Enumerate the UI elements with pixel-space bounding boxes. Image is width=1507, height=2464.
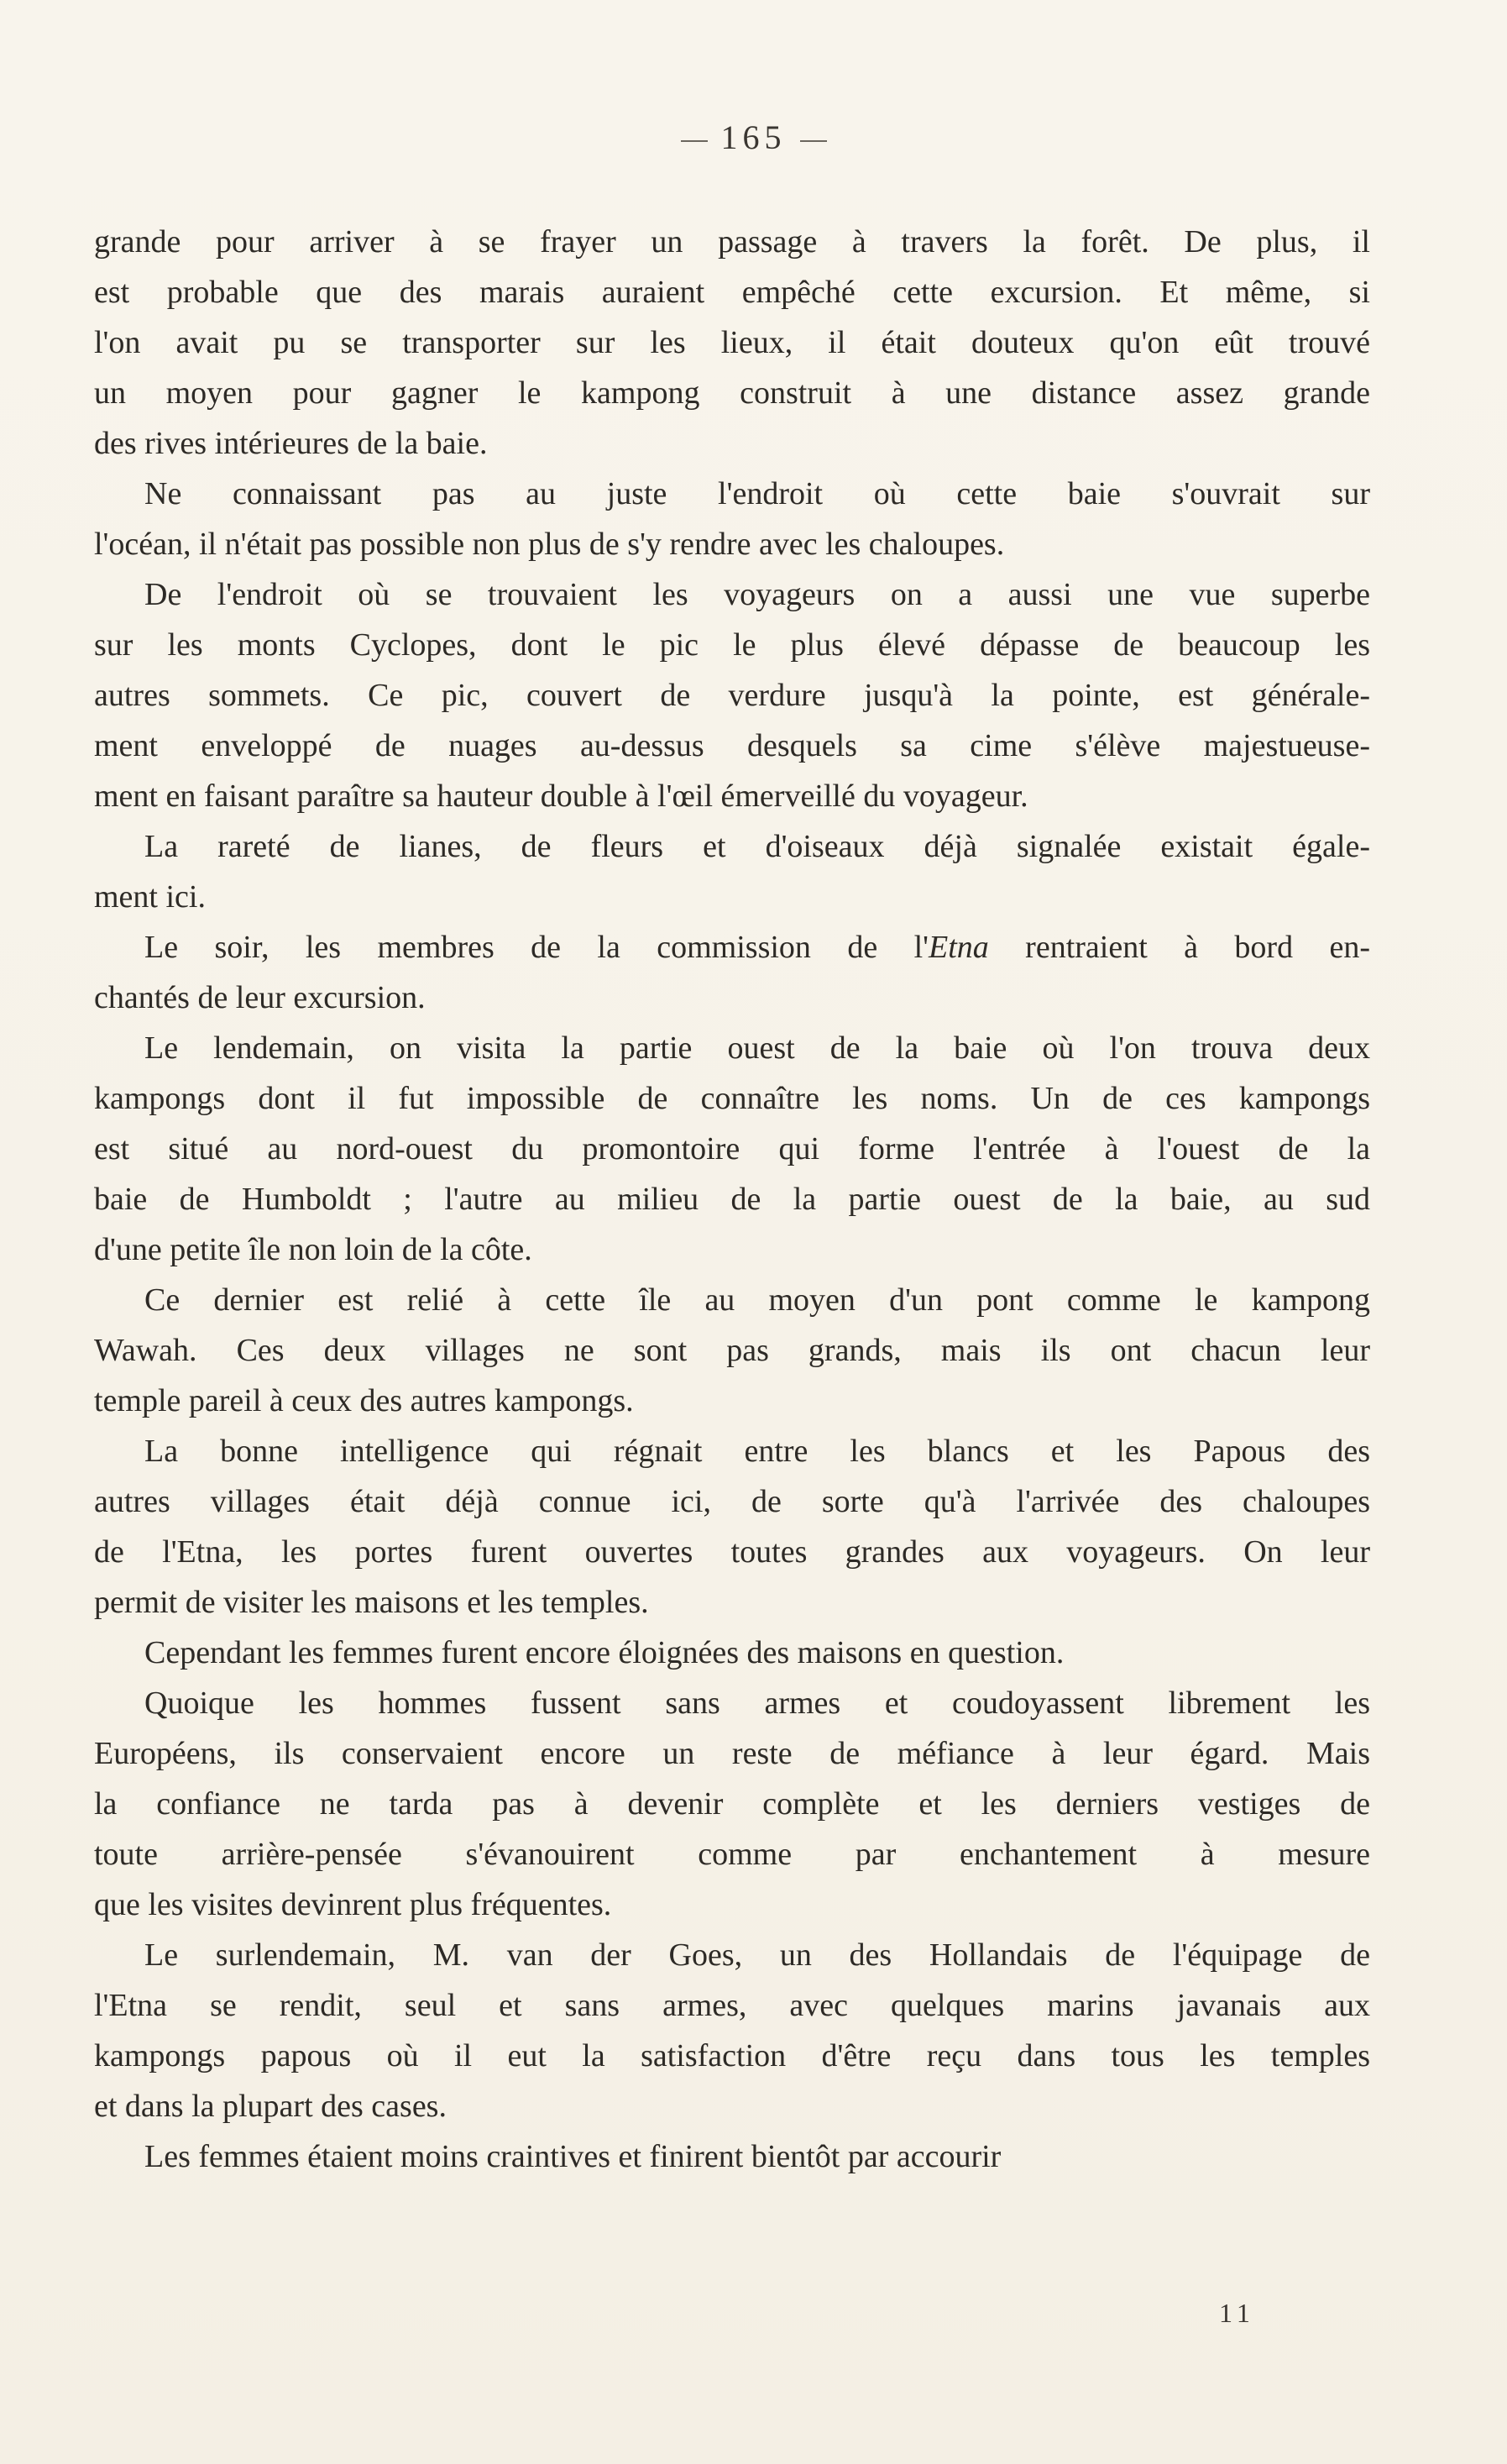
text-line: Ce dernier est relié à cette île au moyen d'un pont comme le kampong bbox=[144, 1282, 1370, 1318]
paragraph bbox=[94, 1275, 1370, 1426]
paragraph bbox=[94, 1628, 1370, 1678]
paragraph bbox=[94, 1678, 1370, 1930]
text-line: autres villages était déjà connue ici, de sorte qu'à l'arrivée des chaloupes bbox=[94, 1484, 1370, 1519]
text-line: ment en faisant paraître sa hauteur double à l'œil émerveillé du voyageur. bbox=[94, 779, 1028, 814]
paragraph bbox=[94, 569, 1370, 821]
paragraph bbox=[94, 1930, 1370, 2131]
text-line: chantés de leur excursion. bbox=[94, 980, 426, 1015]
text-line: Wawah. Ces deux villages ne sont pas grands, mais ils ont chacun leur bbox=[94, 1333, 1370, 1368]
text-line: que les visites devinrent plus fréquentes. bbox=[94, 1887, 612, 1922]
text-line: Les femmes étaient moins craintives et finirent bientôt par accourir bbox=[144, 2139, 1002, 2174]
paragraph bbox=[94, 217, 1370, 469]
text-line: est situé au nord-ouest du promontoire qui forme l'entrée à l'ouest de la bbox=[94, 1131, 1370, 1166]
text-line: Le surlendemain, M. van der Goes, un des Hollandais de l'équipage de bbox=[144, 1937, 1370, 1973]
text-line: l'océan, il n'était pas possible non plus de s'y rendre avec les chaloupes. bbox=[94, 527, 1005, 562]
text-line: toute arrière-pensée s'évanouirent comme par enchantement à mesure bbox=[94, 1837, 1370, 1872]
signature-mark: 11 bbox=[1219, 2298, 1255, 2328]
page-header bbox=[0, 118, 1507, 157]
text-line: sur les monts Cyclopes, dont le pic le plus élevé dépasse de beaucoup les bbox=[94, 627, 1370, 663]
text-line: baie de Humboldt ; l'autre au milieu de la partie ouest de la baie, au sud bbox=[94, 1182, 1370, 1217]
text-line: kampongs papous où il eut la satisfaction d'être reçu dans tous les temples bbox=[94, 2038, 1370, 2073]
text-line: La rareté de lianes, de fleurs et d'oiseaux déjà signalée existait égale- bbox=[144, 829, 1370, 864]
text-line: est probable que des marais auraient empêché cette excursion. Et même, si bbox=[94, 275, 1370, 310]
paragraph bbox=[94, 1426, 1370, 1628]
header-dash-left bbox=[681, 140, 708, 142]
paragraph bbox=[94, 2131, 1370, 2182]
text-line: Européens, ils conservaient encore un reste de méfiance à leur égard. Mais bbox=[94, 1736, 1370, 1771]
text-line: Cependant les femmes furent encore éloignées des maisons en question. bbox=[144, 1635, 1065, 1670]
text-line: temple pareil à ceux des autres kampongs. bbox=[94, 1383, 634, 1418]
text-line: Ne connaissant pas au juste l'endroit où cette baie s'ouvrait sur bbox=[144, 476, 1370, 511]
header-dash-right bbox=[800, 140, 827, 142]
text-line: de l'Etna, les portes furent ouvertes toutes grandes aux voyageurs. On leur bbox=[94, 1534, 1370, 1570]
text-line: d'une petite île non loin de la côte. bbox=[94, 1232, 532, 1267]
text-line: kampongs dont il fut impossible de connaître les noms. Un de ces kampongs bbox=[94, 1081, 1370, 1116]
text-line: l'Etna se rendit, seul et sans armes, avec quelques marins javanais aux bbox=[94, 1988, 1370, 2023]
paragraph bbox=[94, 821, 1370, 922]
body-text bbox=[94, 217, 1370, 2182]
text-line: La bonne intelligence qui régnait entre les blancs et les Papous des bbox=[144, 1434, 1370, 1469]
text-line: des rives intérieures de la baie. bbox=[94, 426, 488, 461]
text-line: ment enveloppé de nuages au-dessus desquels sa cime s'élève majestueuse- bbox=[94, 728, 1370, 763]
text-line: permit de visiter les maisons et les temples. bbox=[94, 1585, 649, 1620]
text-line: De l'endroit où se trouvaient les voyageurs on a aussi une vue superbe bbox=[144, 577, 1370, 612]
text-line: Le soir, les membres de la commission de l'Etna rentraient à bord en- bbox=[144, 930, 1370, 965]
text-line: un moyen pour gagner le kampong construit à une distance assez grande bbox=[94, 375, 1370, 411]
page-number: 165 bbox=[720, 118, 787, 156]
text-line: ment ici. bbox=[94, 879, 206, 915]
text-line: la confiance ne tarda pas à devenir complète et les derniers vestiges de bbox=[94, 1786, 1370, 1822]
paragraph bbox=[94, 469, 1370, 569]
paragraph bbox=[94, 1023, 1370, 1275]
text-line: Quoique les hommes fussent sans armes et coudoyassent librement les bbox=[144, 1685, 1370, 1721]
text-line: autres sommets. Ce pic, couvert de verdure jusqu'à la pointe, est générale- bbox=[94, 678, 1370, 713]
text-line: grande pour arriver à se frayer un passage à travers la forêt. De plus, il bbox=[94, 224, 1370, 260]
text-line: Le lendemain, on visita la partie ouest de la baie où l'on trouva deux bbox=[144, 1030, 1370, 1066]
paragraph bbox=[94, 922, 1370, 1023]
text-line: l'on avait pu se transporter sur les lieux, il était douteux qu'on eût trouvé bbox=[94, 325, 1370, 360]
text-line: et dans la plupart des cases. bbox=[94, 2089, 447, 2124]
